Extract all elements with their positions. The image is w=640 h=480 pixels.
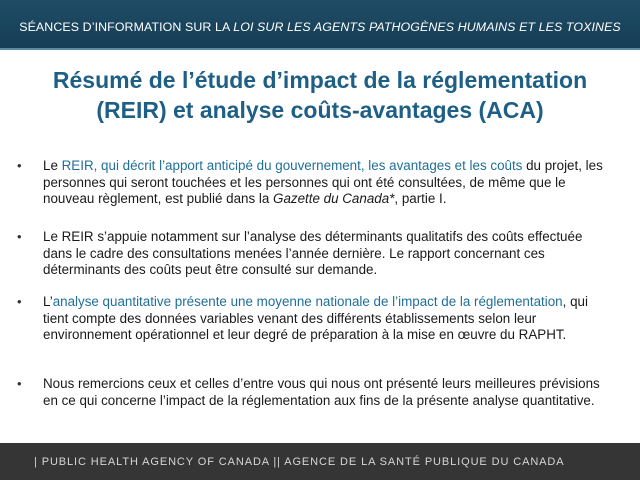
bullet-text: Le	[43, 158, 62, 173]
header-band	[0, 0, 640, 50]
slide-title	[0, 65, 640, 125]
bullet-dot: •	[17, 376, 22, 391]
bullet-italic: Gazette du Canada*	[273, 191, 395, 206]
header-title-prefix: SÉANCES D’INFORMATION SUR LA	[19, 20, 234, 34]
bullet-text: L’	[43, 294, 53, 309]
bullet-item-quantitative-analysis	[17, 294, 613, 344]
bullet-highlight: analyse quantitative présente une moyenne nationale de l’impact de la réglementation	[52, 294, 563, 309]
bullet-dot: •	[17, 294, 22, 309]
bullet-text: , partie I.	[394, 191, 447, 206]
bullet-text: du projet, les personnes qui seront touchées et les personnes qui ont été consultées, de même que le nouveau règlement, est publié dans la	[43, 158, 603, 206]
footer-band	[0, 443, 640, 480]
bullet-text: Le REIR s’appuie notamment sur l’analyse des déterminants qualitatifs des coûts effectuée dans le cadre des consultations menées l’année dernière. Le rapport concernant ces déterminants des coûts peut être consulté sur demande.	[43, 229, 583, 277]
bullet-text: Nous remercions ceux et celles d’entre vous qui nous ont présenté leurs meilleures prévisions en ce qui concerne l’impact de la réglementation aux fins de la présente analyse quantitative.	[43, 376, 600, 408]
bullet-item-reir-description	[17, 158, 613, 208]
bullet-dot: •	[17, 229, 22, 244]
bullet-item-qualitative-analysis	[17, 229, 613, 279]
header-title	[0, 20, 640, 34]
header-title-italic: LOI SUR LES AGENTS PATHOGÈNES HUMAINS ET LES TOXINES	[233, 20, 621, 34]
slide-title-line-2: (REIR) et analyse coûts-avantages (ACA)	[96, 97, 544, 123]
bullet-dot: •	[17, 158, 22, 173]
slide-title-line-1: Résumé de l’étude d’impact de la réglementation	[52, 67, 588, 93]
bullet-item-thanks	[17, 376, 613, 409]
bullet-highlight: REIR, qui décrit l’apport anticipé du gouvernement, les avantages et les coûts	[61, 158, 523, 173]
footer-agency-name: | PUBLIC HEALTH AGENCY OF CANADA || AGENCE DE LA SANTÉ PUBLIQUE DU CANADA	[34, 456, 565, 468]
bullet-text: , qui tient compte des données variables venant des différents établissements selon leur environnement opérationnel et leur degré de préparation à la mise en œuvre du RAPHT.	[43, 294, 588, 342]
